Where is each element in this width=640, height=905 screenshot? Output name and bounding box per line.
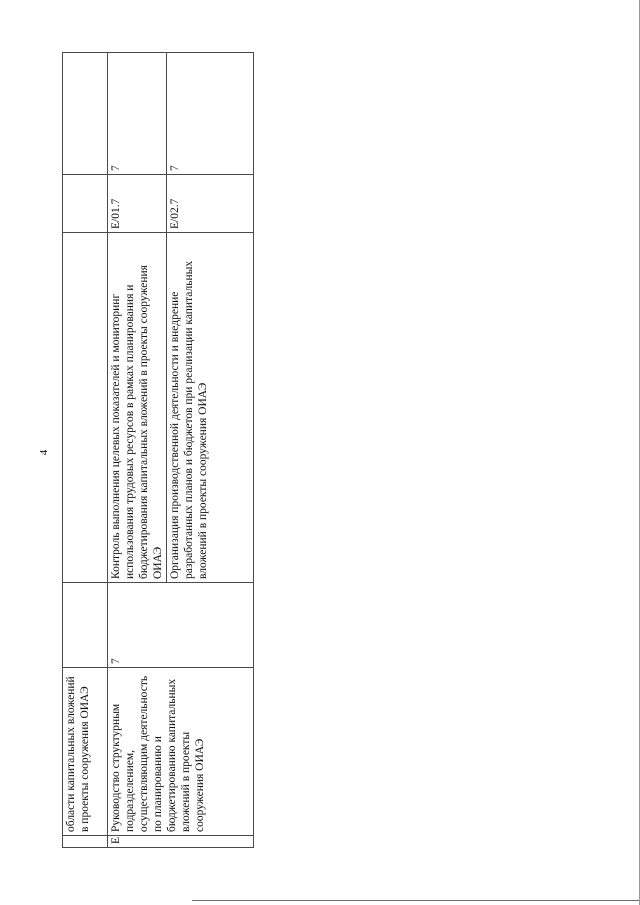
labor-function-text: Контроль выполнения целевых показателей и мониторинг использования трудовых ресурсов в рамках планирования и бюджетирования капитальных вложений в проекты сооружения ОИАЭ — [108, 233, 167, 583]
cont-name-cell: области капитальных вложений в проекты сооружения ОИАЭ — [63, 668, 108, 836]
rotated-table-wrapper — [62, 53, 257, 848]
cont-level-cell — [63, 583, 108, 668]
qualification-level: 7 — [108, 583, 254, 668]
continuation-row — [63, 53, 108, 848]
labor-function-level: 7 — [108, 53, 167, 175]
table-row — [108, 53, 167, 848]
cont-code-cell — [63, 836, 108, 848]
cont-fcode-cell — [63, 175, 108, 233]
cont-func-cell — [63, 233, 108, 583]
page-number: 4 — [38, 449, 50, 456]
generalized-function-name: Руководство структурным подразделением, осуществляющим деятельность по планированию и бюджетированию капитальных вложений в проекты сооружения ОИАЭ — [108, 668, 254, 836]
cont-flevel-cell — [63, 53, 108, 175]
labor-function-code: E/01.7 — [108, 175, 167, 233]
labor-function-level: 7 — [167, 53, 254, 175]
labor-function-code: E/02.7 — [167, 175, 254, 233]
scan-edge-line — [192, 900, 640, 901]
generalized-function-code: Е — [108, 836, 254, 848]
functions-table — [62, 52, 254, 848]
labor-function-text: Организация производственной деятельности и внедрение разработанных планов и бюджетов при реализации капитальных вложений в проекты сооружения ОИАЭ — [167, 233, 254, 583]
